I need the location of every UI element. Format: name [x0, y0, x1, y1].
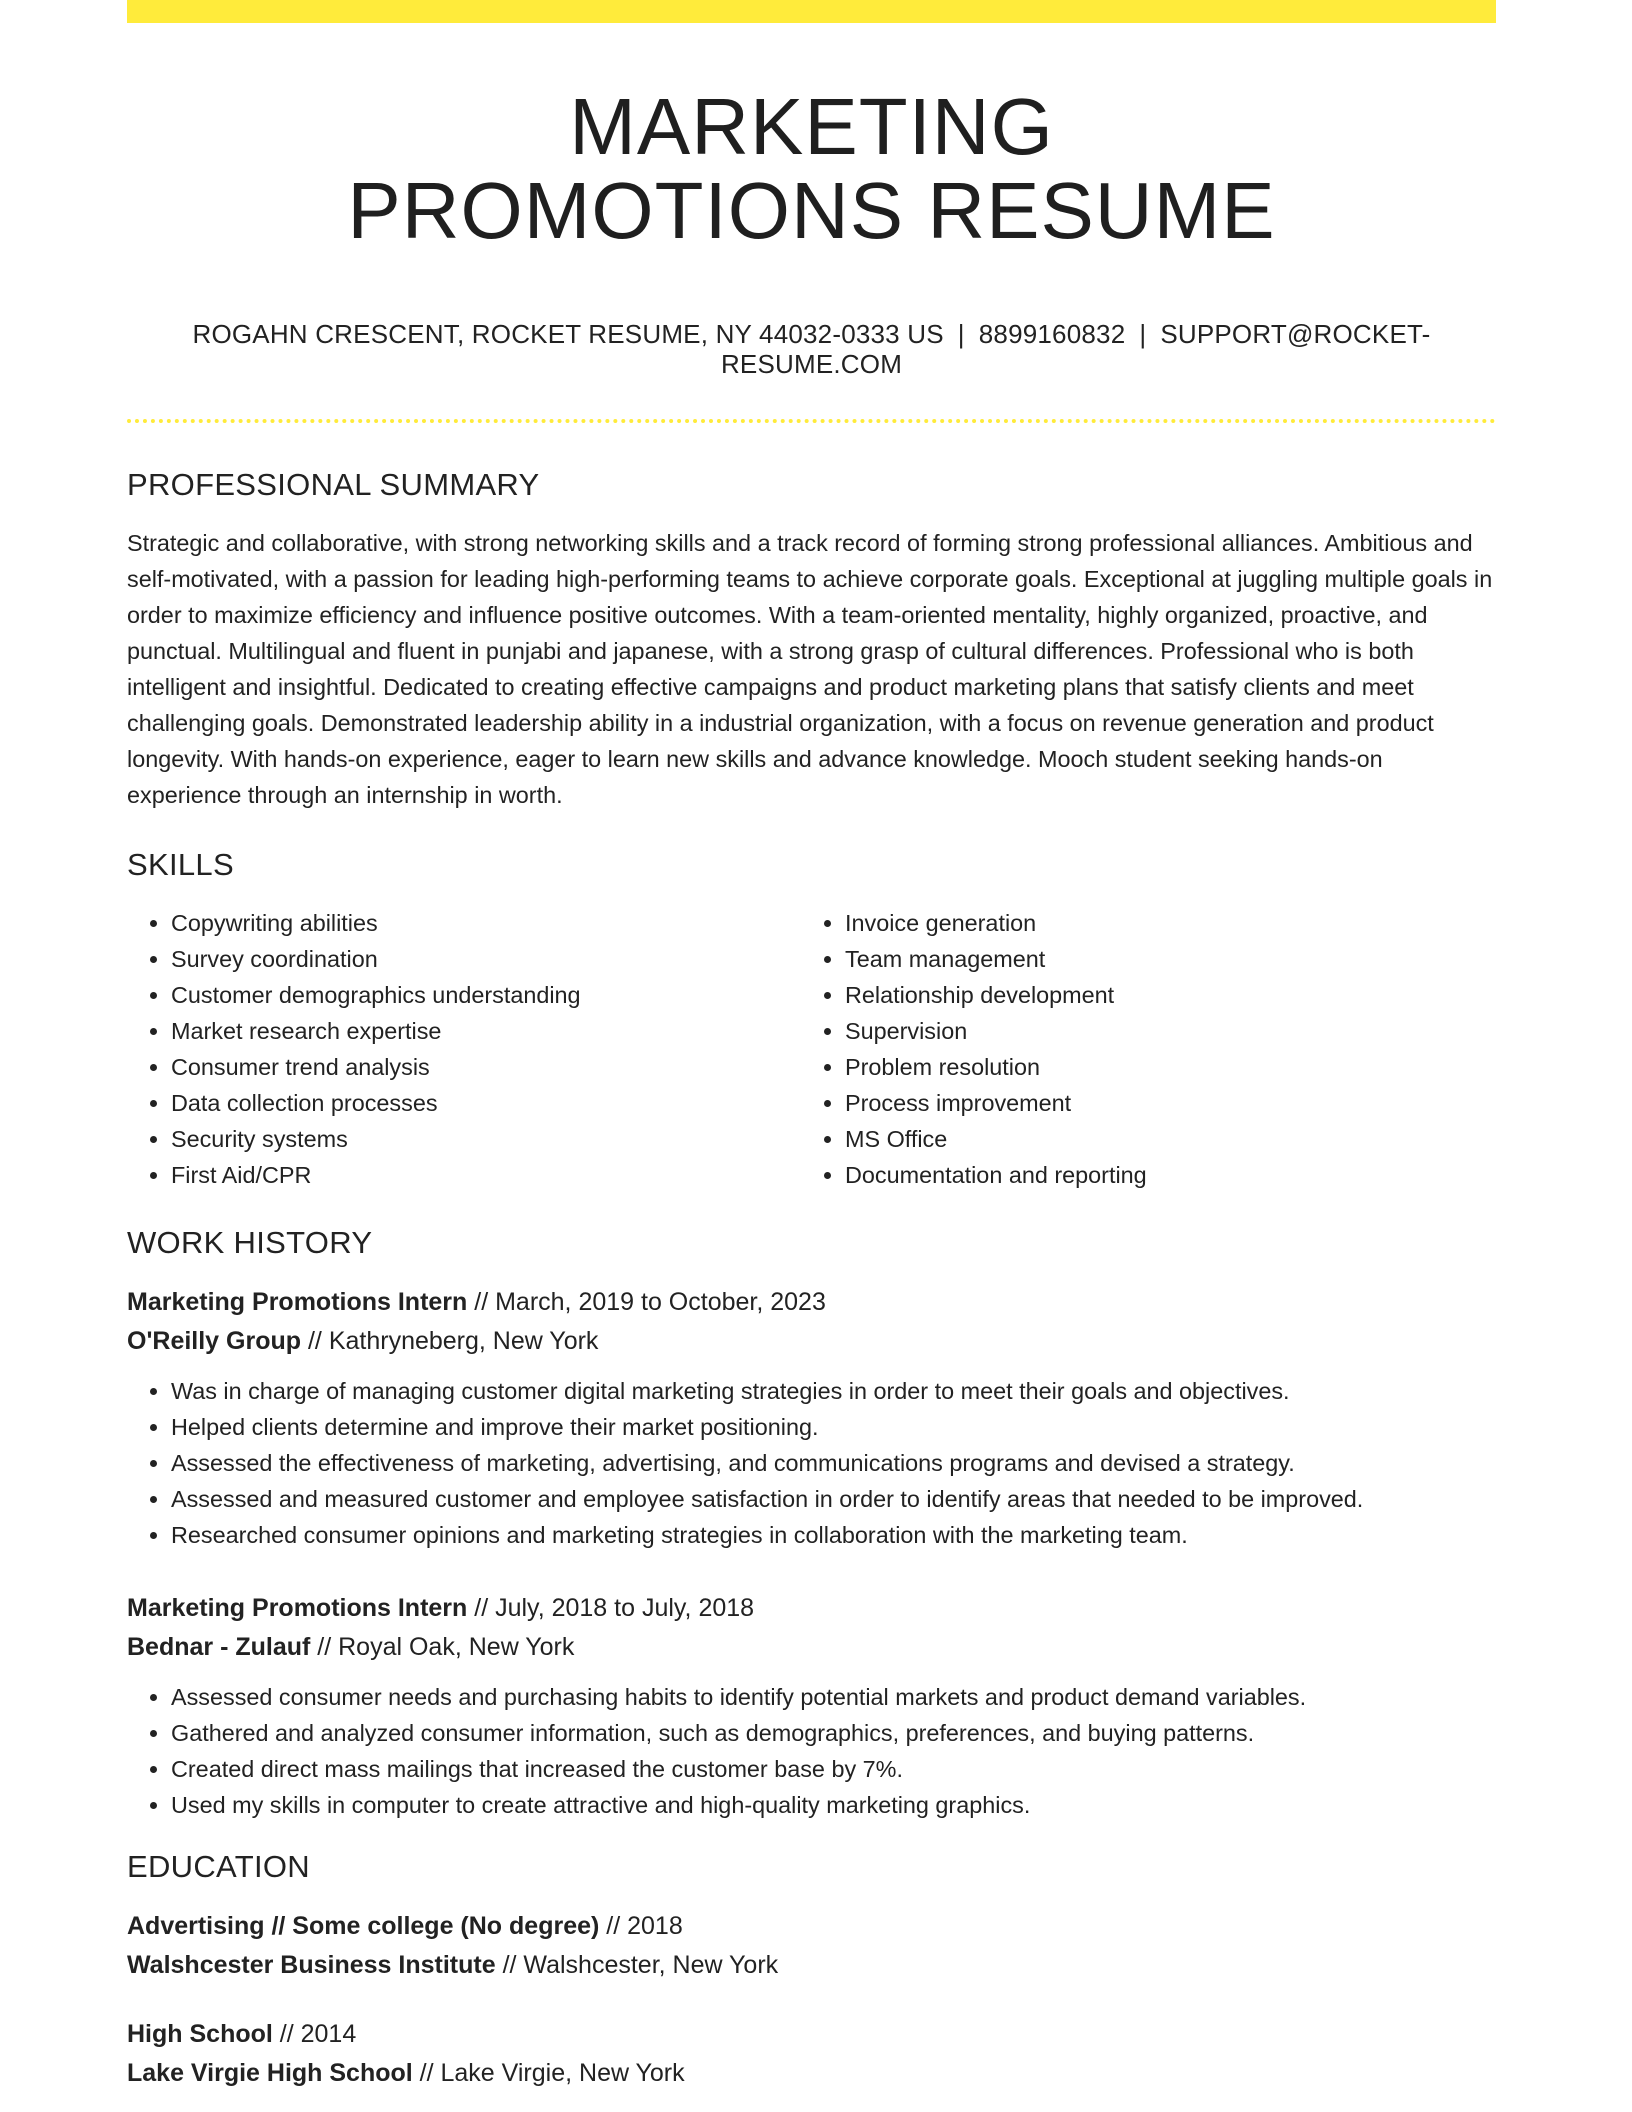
- skills-column-left: [127, 905, 801, 1193]
- job-bullet: • Assessed and measured customer and employee satisfaction in order to identify areas that needed to be improved.: [171, 1481, 1496, 1517]
- job-bullet: • Was in charge of managing customer digital marketing strategies in order to meet their goals and objectives.: [171, 1373, 1496, 1409]
- job-entry: [127, 1589, 1496, 1823]
- education-year: // 2014: [272, 2020, 357, 2048]
- skill-item: • MS Office: [845, 1121, 1445, 1157]
- skill-item: • Consumer trend analysis: [171, 1049, 801, 1085]
- title-line-1: MARKETING: [569, 82, 1054, 171]
- education-degree: High School: [127, 2020, 273, 2048]
- education-school: Lake Virgie High School: [127, 2059, 413, 2087]
- contact-line: [127, 319, 1496, 379]
- skill-item: • Copywriting abilities: [171, 905, 801, 941]
- job-bullets: [127, 1373, 1496, 1553]
- job-bullet: • Used my skills in computer to create attractive and high-quality marketing graphics.: [171, 1787, 1496, 1823]
- education-degree-line: [127, 1907, 1496, 1946]
- job-title: Marketing Promotions Intern: [127, 1288, 468, 1316]
- work-history-heading: WORK HISTORY: [127, 1225, 373, 1260]
- job-location: // Royal Oak, New York: [310, 1633, 575, 1661]
- job-bullet: • Researched consumer opinions and marketing strategies in collaboration with the marketing team.: [171, 1517, 1496, 1553]
- education-entry: [127, 1907, 1496, 1985]
- skill-item: • Customer demographics understanding: [171, 977, 801, 1013]
- education-school: Walshcester Business Institute: [127, 1951, 496, 1979]
- skill-item: • Market research expertise: [171, 1013, 801, 1049]
- contact-separator: |: [1139, 319, 1147, 349]
- resume-title: [127, 82, 1496, 255]
- job-company: O'Reilly Group: [127, 1327, 302, 1355]
- job-title: Marketing Promotions Intern: [127, 1594, 468, 1622]
- education-degree: Advertising // Some college (No degree): [127, 1912, 600, 1940]
- contact-address: ROGAHN CRESCENT, ROCKET RESUME, NY 44032-0333 US: [192, 319, 944, 349]
- skill-item: • Process improvement: [845, 1085, 1445, 1121]
- job-company-line: [127, 1322, 1496, 1361]
- job-bullet: • Assessed consumer needs and purchasing habits to identify potential markets and product demand variables.: [171, 1679, 1496, 1715]
- skill-item: • Invoice generation: [845, 905, 1445, 941]
- skill-item: • Security systems: [171, 1121, 801, 1157]
- job-title-line: [127, 1283, 1496, 1322]
- summary-heading: PROFESSIONAL SUMMARY: [127, 467, 540, 502]
- education-year: // 2018: [599, 1912, 683, 1940]
- resume-page: [127, 0, 1496, 2093]
- education-school-line: [127, 1946, 1496, 1985]
- contact-phone: 8899160832: [978, 319, 1126, 349]
- education-location: // Lake Virgie, New York: [412, 2059, 685, 2087]
- skills-list: [127, 905, 1496, 1193]
- skill-item: • Survey coordination: [171, 941, 801, 977]
- job-title-line: [127, 1589, 1496, 1628]
- job-company-line: [127, 1628, 1496, 1667]
- job-dates: // March, 2019 to October, 2023: [467, 1288, 826, 1316]
- skill-item: • First Aid/CPR: [171, 1157, 801, 1193]
- skill-item: • Documentation and reporting: [845, 1157, 1445, 1193]
- top-accent-bar: [127, 0, 1496, 23]
- summary-text: Strategic and collaborative, with strong networking skills and a track record of forming strong professional alliances. Ambitious and self-motivated, with a passion for leading high-performing teams to achieve corporate goals. Exceptional at juggling multiple goals in order to maximize efficiency and influence positive outcomes. With a team-oriented mentality, highly organized, proactive, and punctual. Multilingual and fluent in punjabi and japanese, with a strong grasp of cultural differences. Professional who is both intelligent and insightful. Dedicated to creating effective campaigns and product marketing plans that satisfy clients and meet challenging goals. Demonstrated leadership ability in a industrial organization, with a focus on revenue generation and product longevity. With hands-on experience, eager to learn new skills and advance knowledge. Mooch student seeking hands-on experience through an internship in worth.: [127, 530, 1493, 808]
- skill-item: • Problem resolution: [845, 1049, 1445, 1085]
- skills-column-right: [801, 905, 1445, 1193]
- education-degree-line: [127, 2015, 1496, 2054]
- education-heading: EDUCATION: [127, 1849, 310, 1884]
- contact-email: SUPPORT@ROCKET-RESUME.COM: [720, 319, 1431, 379]
- skill-item: • Data collection processes: [171, 1085, 801, 1121]
- job-bullet: • Helped clients determine and improve their market positioning.: [171, 1409, 1496, 1445]
- job-bullet: • Assessed the effectiveness of marketing, advertising, and communications programs and devised a strategy.: [171, 1445, 1496, 1481]
- education-school-line: [127, 2054, 1496, 2093]
- skills-heading: SKILLS: [127, 847, 234, 882]
- job-bullets: [127, 1679, 1496, 1823]
- job-dates: // July, 2018 to July, 2018: [467, 1594, 755, 1622]
- job-bullet: • Created direct mass mailings that increased the customer base by 7%.: [171, 1751, 1496, 1787]
- dotted-divider: [127, 419, 1496, 423]
- skill-item: • Relationship development: [845, 977, 1445, 1013]
- education-entry: [127, 2015, 1496, 2093]
- job-location: // Kathryneberg, New York: [301, 1327, 599, 1355]
- contact-separator: |: [957, 319, 965, 349]
- job-bullet: • Gathered and analyzed consumer information, such as demographics, preferences, and buying patterns.: [171, 1715, 1496, 1751]
- skill-item: • Team management: [845, 941, 1445, 977]
- job-entry: [127, 1283, 1496, 1553]
- skill-item: • Supervision: [845, 1013, 1445, 1049]
- education-location: // Walshcester, New York: [495, 1951, 779, 1979]
- title-line-2: PROMOTIONS RESUME: [347, 166, 1276, 255]
- job-company: Bednar - Zulauf: [127, 1633, 311, 1661]
